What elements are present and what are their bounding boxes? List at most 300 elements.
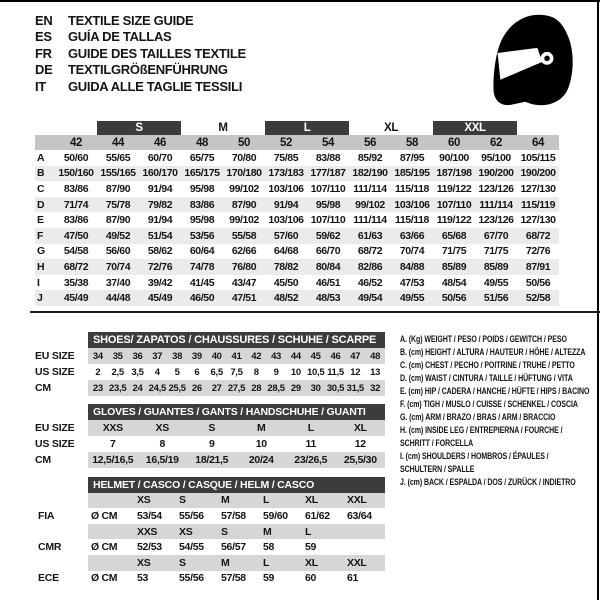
measurement-value-cell: 59/62 [307,228,349,244]
language-code: DE [35,62,53,78]
value-cell: Ø CM [91,509,118,522]
value-cell: 47 [345,348,365,364]
legend-item [400,372,595,385]
measurement-letter: C [37,182,45,195]
table-row [35,571,385,587]
legend-item [400,476,595,489]
measurement-value-cell: 75/78 [97,197,139,213]
value-cell: 24,5 [147,380,167,396]
value-cell: 24 [128,380,148,396]
value-cell: L [302,524,344,540]
measurement-value-cell: 71/75 [483,245,509,258]
measurement-value-cell: 127/130 [520,182,556,195]
measurement-value-cell: 46/52 [357,276,383,289]
measurement-value-cell: 68/72 [517,228,559,244]
measurement-value-cell: 62/66 [231,245,257,258]
size-group-cell-dark: S [97,121,181,135]
value-cell: 2,5 [111,366,124,378]
section-label-spacer [35,404,88,420]
size-number-cell: 50 [223,135,265,150]
table-row [35,420,385,436]
value-cell: 41 [227,348,247,364]
measurement-value-cell: 39/42 [147,276,173,289]
measurement-value-cell: 71/75 [441,245,467,258]
measurement-value-cell: 87/90 [223,197,265,213]
value-cell: 32 [365,380,385,396]
measurement-value-cell: 165/175 [181,166,223,182]
value-cell: XXS [88,420,138,436]
measurement-letter: I [37,276,40,289]
value-cell: XS [138,420,188,436]
measurement-value-cell: 72/76 [139,259,181,275]
measurement-value-cell: 76/80 [223,259,265,275]
measurement-value-cell: 123/126 [478,214,514,227]
language-code: IT [35,78,46,94]
size-number-cell: 56 [349,135,391,150]
value-cell: 40 [207,348,227,364]
size-group-cell [517,121,559,135]
legend-item [400,385,595,398]
legend-item [400,333,595,346]
value-cell: 11,5 [327,366,344,378]
value-cell: 59 [263,572,275,585]
measurement-value-cell: 49/52 [97,228,139,244]
language-title: GUIDE DES TAILLES TEXTILE [68,45,246,61]
legend-line: F. (cm) TIGH / MUSLO / CUISSE / SCHENKEL / COSCIA [400,399,578,409]
value-cell: L [260,555,302,571]
size-number-cell: 64 [517,135,559,150]
row-label: US SIZE [35,436,88,452]
value-cell: Ø CM [91,541,118,554]
measurement-value-cell: 44/48 [97,290,139,306]
measurement-value-cell: 90/100 [439,151,469,164]
measurement-value-cell: 91/94 [147,214,173,227]
value-cell: 27,5 [227,380,247,396]
measurement-value-cell: 55/58 [223,228,265,244]
measurement-value-cell: 78/82 [265,259,307,275]
value-cell [88,555,134,571]
section-title: HELMET / CASCO / CASQUE / HELM / CASCO [88,477,385,493]
legend-line: SCHRITT / FORCELLA [400,438,474,448]
value-cell: 36 [128,348,148,364]
section-header-row [35,332,385,348]
measurement-value-cell: 150/160 [55,166,97,182]
measurement-value-cell: 41/45 [189,276,215,289]
value-cell [88,493,134,509]
legend-line: B. (cm) HEIGHT / ALTURA / HAUTEUR / HÖHE / ALTEZZA [400,347,586,357]
measurement-letter: F [35,228,55,244]
measurement-row [35,275,559,291]
value-cell: 43 [266,348,286,364]
measurement-value-cell: 190/200 [517,166,559,182]
measurement-row [35,244,559,260]
measurement-value-cell: 50/56 [433,290,475,306]
value-cell: 27 [207,380,227,396]
value-cell: S [176,555,218,571]
measurement-value-cell: 63/66 [391,228,433,244]
value-cell: XL [302,555,344,571]
value-cell: M [218,555,260,571]
measurement-value-cell: 43/47 [231,276,257,289]
measurement-value-cell: 84/88 [391,259,433,275]
language-title: TEXTILE SIZE GUIDE [68,13,194,28]
legend-item [400,424,595,450]
value-cell: L [260,493,302,509]
measurement-letter: A [37,151,45,164]
legend-line: SCHULTERN / SPALLE [400,464,475,474]
measurement-value-cell: 49/55 [391,290,433,306]
measurement-value-cell: 119/122 [436,214,472,227]
size-group-cell: M [218,122,228,134]
measurement-value-cell: 82/86 [349,259,391,275]
measurement-value-cell: 51/54 [139,228,181,244]
measurement-value-cell: 51/56 [475,290,517,306]
value-cell: 9 [273,366,279,378]
legend-item [400,346,595,359]
measurement-value-cell: 47/50 [55,228,97,244]
value-cell: S [176,493,218,509]
measurement-value-cell: 87/95 [399,151,425,164]
value-cell: 57/58 [221,572,246,585]
size-group-row [35,121,559,135]
language-row [35,46,246,62]
value-cell: 46 [326,348,346,364]
table-row [35,348,385,364]
value-cell: 20/24 [237,452,287,468]
value-cell: 58 [263,541,275,554]
value-cell: 10 [255,438,267,450]
table-row [35,508,385,524]
value-cell: XS [134,493,176,509]
measurement-letter: B [35,166,55,182]
value-cell: M [218,493,260,509]
measurement-value-cell: 56/60 [105,245,131,258]
measurement-value-cell: 190/200 [475,166,517,182]
full-face-helmet-icon [483,10,576,111]
measurement-value-cell: 103/106 [268,182,304,195]
value-cell: 2 [95,366,101,378]
row-label: CM [35,452,88,468]
section-title: SHOES/ ZAPATOS / CHAUSSURES / SCHUHE / SCARPE [88,332,385,348]
value-cell: XL [302,493,344,509]
value-cell: 8 [253,366,259,378]
measurement-letter: E [37,214,44,227]
measurement-value-cell: 72/76 [525,245,551,258]
language-row [35,13,246,29]
measurement-value-cell: 71/74 [55,197,97,213]
measurement-value-cell: 115/118 [395,182,429,195]
measurement-row [35,197,559,213]
value-cell: 55/56 [179,509,204,522]
measurement-value-cell: 107/110 [310,214,346,227]
value-cell: 44 [286,348,306,364]
value-cell: 8 [159,438,166,450]
legend-line: I. (cm) SHOULDERS / HOMBROS / ÉPAULES / [400,451,549,461]
value-cell [344,539,385,555]
language-title: TEXTILGRÖßENFÜHRUNG [68,62,228,78]
value-cell: XS [176,524,218,540]
size-number-row [35,135,559,150]
value-cell: 23 [88,380,108,396]
measurement-value-cell: 49/55 [483,276,509,289]
value-cell: XXL [344,555,385,571]
value-cell [344,524,385,540]
measurement-value-cell: 103/106 [268,214,304,227]
language-row [35,62,246,78]
size-group-cell-dark: L [265,121,349,135]
size-number-cell: 46 [139,135,181,150]
measurement-value-cell: 182/190 [349,166,391,182]
section-divider-line [30,311,600,313]
measurement-value-cell: 85/89 [475,259,517,275]
value-cell: XXS [134,524,176,540]
measurement-value-cell: 60/64 [189,245,215,258]
measurement-value-cell: 70/80 [231,151,257,164]
value-cell: S [187,420,237,436]
measurement-value-cell: 85/89 [433,259,475,275]
value-cell: 4 [154,366,160,378]
measurement-value-cell: 37/40 [105,276,131,289]
measurement-value-cell: 123/126 [478,182,514,195]
section-header-row [35,477,385,493]
measurement-row [35,166,559,182]
value-cell: 9 [208,438,215,450]
language-title: GUIDA ALLE TAGLIE TESSILI [68,78,243,94]
table-row [35,555,385,571]
value-cell: 30,5 [326,380,346,396]
value-cell: M [260,524,302,540]
top-border-line [0,0,600,2]
table-row [35,493,385,509]
helmet-size-table [35,477,385,586]
measurement-value-cell: 173/183 [265,166,307,182]
value-cell: Ø CM [91,572,118,585]
row-label: US SIZE [35,364,88,380]
value-cell: 60 [305,572,317,585]
measurement-value-cell: 95/98 [189,214,215,227]
value-cell: 48 [365,348,385,364]
measurement-value-cell: 177/187 [307,166,349,182]
row-label: FIA [35,508,88,524]
measurement-row [35,259,559,275]
value-cell: 11 [305,438,316,450]
table-row [35,364,385,380]
value-cell: XL [336,420,386,436]
value-cell: 42 [246,348,266,364]
measurement-value-cell: 111/114 [353,214,387,227]
value-cell: 12 [350,366,361,378]
measurement-letter: G [37,245,45,258]
value-cell: 10 [290,366,301,378]
table-row [35,452,385,468]
row-label: EU SIZE [35,420,88,436]
legend-item [400,411,595,424]
row-label: ECE [35,571,88,587]
value-cell: 30 [306,380,326,396]
value-cell: 3,5 [131,366,144,378]
value-cell: 61 [347,572,359,585]
size-number-cell: 58 [391,135,433,150]
textile-size-table [35,121,559,306]
measurement-row [35,290,559,306]
value-cell: XXL [344,493,385,509]
measurement-value-cell: 52/58 [517,290,559,306]
value-cell: 6 [194,366,200,378]
measurement-value-cell: 74/78 [181,259,223,275]
measurement-value-cell: 46/50 [181,290,223,306]
measurement-value-cell: 50/56 [525,276,551,289]
section-title: GLOVES / GUANTES / GANTS / HANDSCHUHE / GUANTI [88,404,385,420]
size-group-cell-dark: XXL [433,121,517,135]
size-number-cell: 44 [97,135,139,150]
measurement-value-cell: 103/106 [391,197,433,213]
measurement-value-cell: 67/70 [475,228,517,244]
language-row [35,79,246,95]
value-cell: M [237,420,287,436]
measurement-value-cell: 99/102 [349,197,391,213]
measurement-value-cell: 46/51 [315,276,341,289]
measurement-value-cell: 64/68 [273,245,299,258]
value-cell: 7 [109,438,116,450]
language-code: EN [35,13,53,28]
legend-item [400,450,595,476]
row-label [35,493,88,509]
table-row [35,436,385,452]
value-cell: 23,5 [108,380,128,396]
measurement-value-cell: 65/75 [189,151,215,164]
measurement-value-cell: 45/49 [139,290,181,306]
value-cell: 6,5 [210,366,223,378]
measurement-value-cell: 48/52 [265,290,307,306]
measurement-value-cell: 95/100 [481,151,511,164]
measurement-value-cell: 160/170 [139,166,181,182]
measurement-value-cell: 70/74 [97,259,139,275]
measurement-value-cell: 83/88 [315,151,341,164]
measurement-value-cell: 111/114 [353,182,387,195]
measurement-value-cell: 80/84 [307,259,349,275]
language-code: ES [35,29,52,45]
measurement-value-cell: 60/70 [147,151,173,164]
value-cell: 28 [246,380,266,396]
value-cell: 29 [286,380,306,396]
measurement-value-cell: 107/110 [433,197,475,213]
row-label: CM [35,380,88,396]
language-code: FR [35,45,52,61]
value-cell [88,524,134,540]
value-cell: 10,5 [307,366,325,378]
measurement-value-cell: 85/92 [357,151,383,164]
measurement-value-cell: 54/58 [63,245,89,258]
measurement-value-cell: 45/49 [55,290,97,306]
language-title-list [35,13,246,95]
measurement-value-cell: 68/72 [357,245,383,258]
legend-line: H. (cm) INSIDE LEG / ENTREPIERNA / FOURCHE / [400,425,563,435]
measurement-row [35,150,559,166]
legend-line: C. (cm) CHEST / PECHO / POITRINE / TRUHE / PETTO [400,360,575,370]
value-cell: 57/58 [221,509,246,522]
measurement-value-cell: 47/53 [399,276,425,289]
size-number-cell: 54 [307,135,349,150]
measurement-letter: H [35,259,55,275]
section-label-spacer [35,332,88,348]
measurement-letter: J [35,290,55,306]
measurement-value-cell: 48/53 [307,290,349,306]
measurement-value-cell: 87/91 [517,259,559,275]
value-cell: 45 [306,348,326,364]
measurement-value-cell: 155/165 [97,166,139,182]
legend-item [400,359,595,372]
measurement-letter: D [35,197,55,213]
table-row [35,539,385,555]
row-label [35,555,88,571]
measurement-value-cell: 91/94 [265,197,307,213]
value-cell: 59/60 [263,509,288,522]
language-title: GUÍA DE TALLAS [68,29,172,45]
size-number-cell: 52 [265,135,307,150]
value-cell: 13 [370,366,381,378]
measurement-value-cell: 49/54 [349,290,391,306]
row-label: CMR [35,539,88,555]
size-number-cell: 60 [433,135,475,150]
value-cell: 7,5 [230,366,243,378]
legend-line: D. (cm) WAIST / CINTURA / TAILLE / HÜFTUNG / VITA [400,373,573,383]
value-cell: 25,5/30 [336,452,386,468]
value-cell: 52/53 [137,541,162,554]
value-cell: 53/54 [137,509,162,522]
measurement-value-cell: 61/63 [349,228,391,244]
measurement-value-cell: 115/118 [395,214,429,227]
value-cell: 37 [147,348,167,364]
measurement-value-cell: 111/114 [475,197,517,213]
measurement-value-cell: 55/65 [105,151,131,164]
measurement-value-cell: 83/86 [181,197,223,213]
measurement-row [35,212,559,228]
size-number-cell: 42 [55,135,97,150]
measurement-value-cell: 87/90 [105,214,131,227]
row-label [35,524,88,540]
section-label-spacer [35,477,88,493]
value-cell: 39 [187,348,207,364]
measurement-row [35,181,559,197]
right-border-line [597,0,599,600]
measurement-value-cell: 83/86 [63,182,89,195]
value-cell: S [218,524,260,540]
value-cell: 34 [88,348,108,364]
legend-line: G. (cm) ARM / BRAZO / BRAS / ARM / BRACCIO [400,412,556,422]
measurement-value-cell: 53/56 [181,228,223,244]
measurement-value-cell: 115/119 [517,197,559,213]
value-cell: 35 [108,348,128,364]
measurement-value-cell: 95/98 [189,182,215,195]
measurement-value-cell: 68/72 [55,259,97,275]
measurement-row [35,228,559,244]
legend-line: J. (cm) BACK / ESPALDA / DOS / ZURÜCK / INDIETRO [400,477,576,487]
measurement-value-cell: 57/60 [265,228,307,244]
legend-line: A. (Kg) WEIGHT / PESO / POIDS / GEWITCH / PESO [400,334,567,344]
measurement-value-cell: 35/38 [63,276,89,289]
size-number-cell: 48 [181,135,223,150]
measurement-value-cell: 66/70 [315,245,341,258]
value-cell: 54/55 [179,541,204,554]
size-group-cell [35,121,97,135]
value-cell: 23/26,5 [286,452,336,468]
measurement-value-cell: 105/115 [520,151,556,164]
measurement-value-cell: 119/122 [436,182,472,195]
measurement-value-cell: 95/98 [307,197,349,213]
measurement-value-cell: 185/195 [391,166,433,182]
measurement-value-cell: 48/54 [441,276,467,289]
gloves-size-table [35,404,385,468]
